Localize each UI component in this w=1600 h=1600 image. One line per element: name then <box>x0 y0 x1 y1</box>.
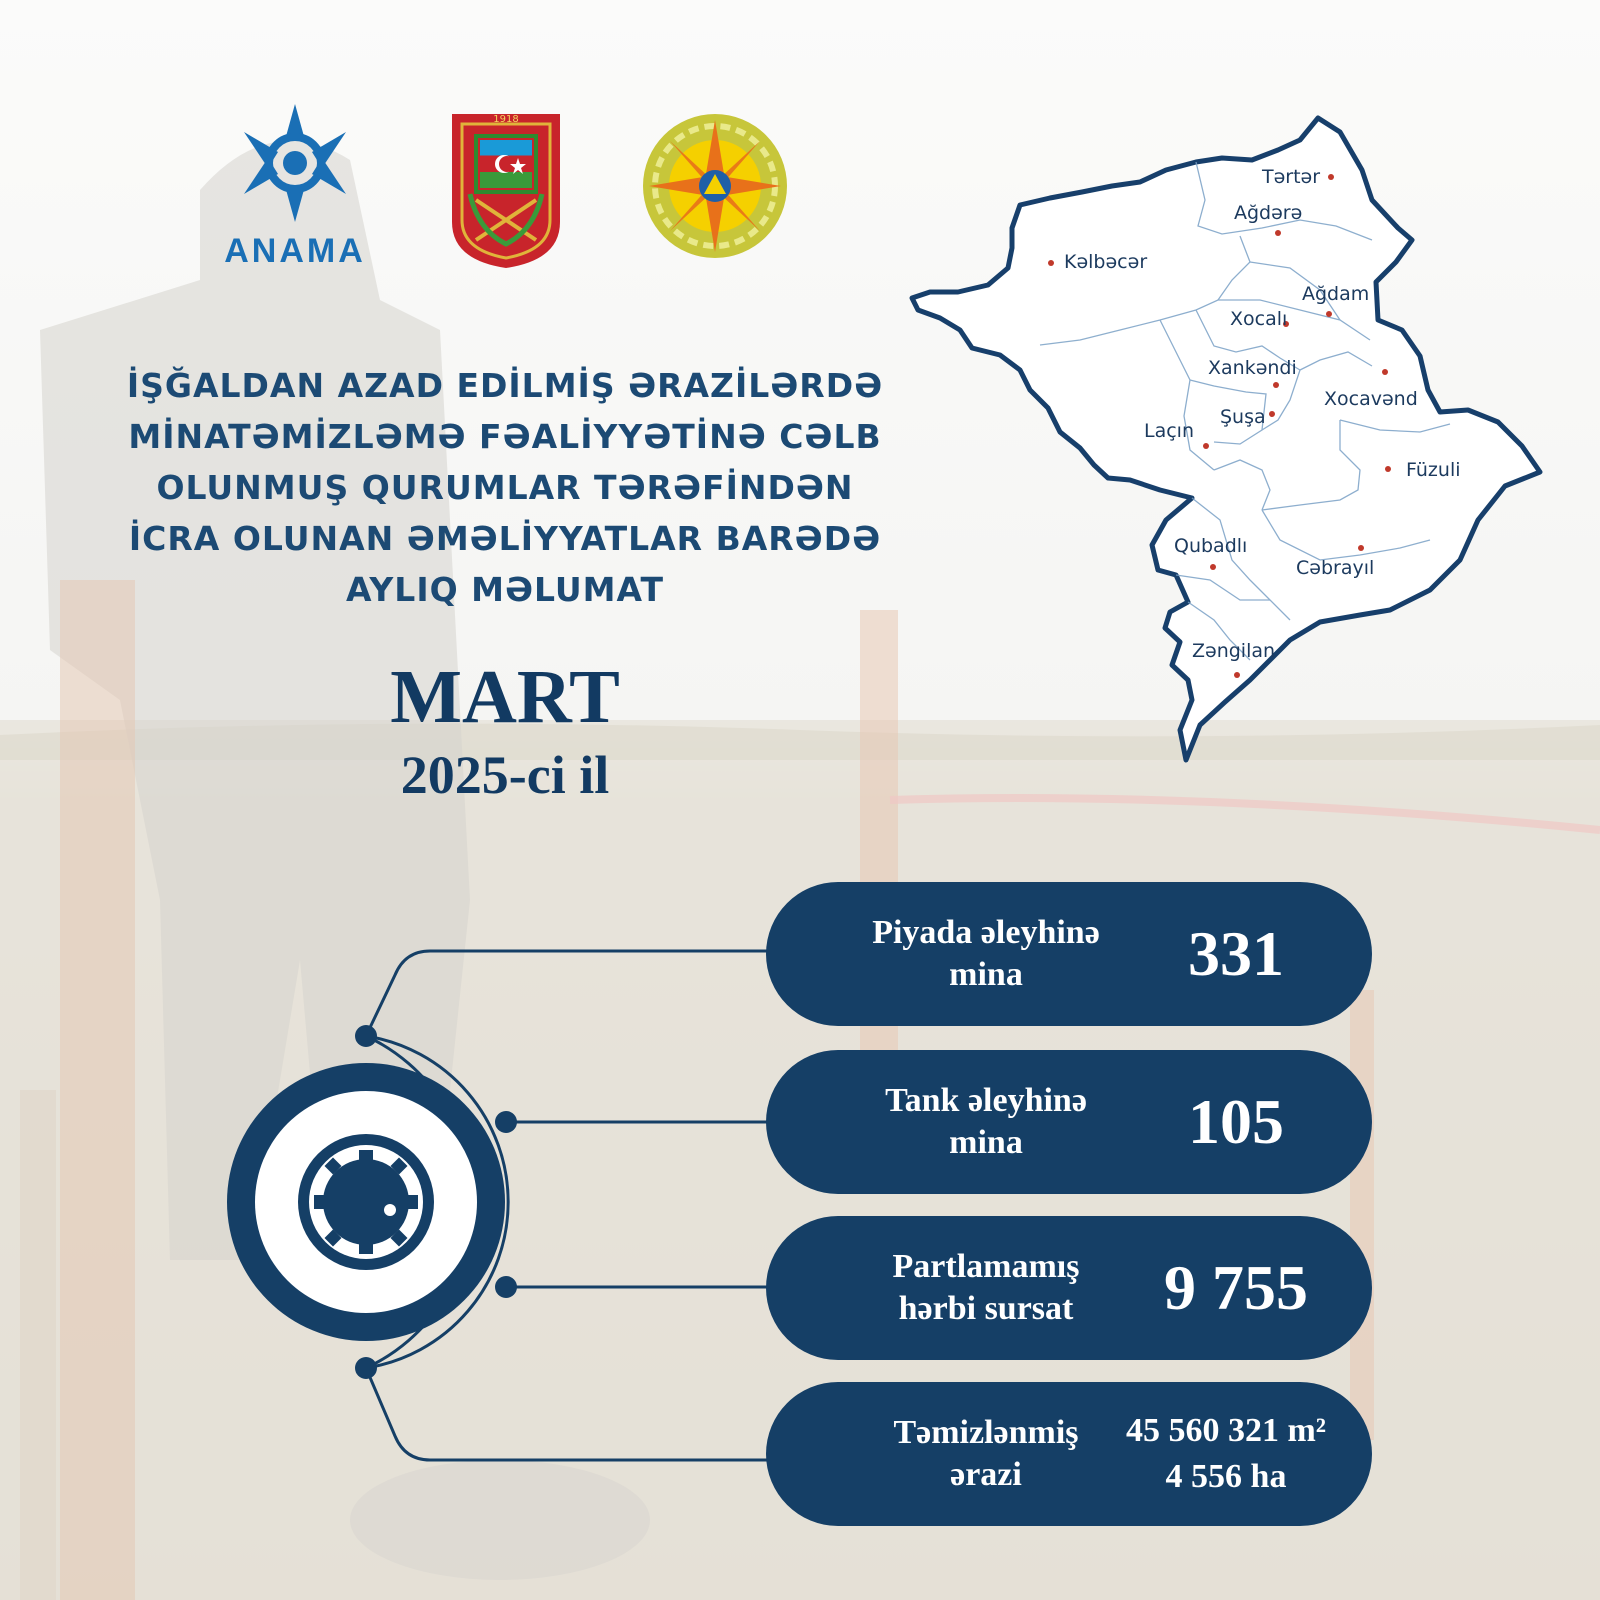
stat-label-line: mina <box>949 956 1023 993</box>
landmine-icon <box>227 1063 505 1341</box>
map-label-agdere: Ağdərə <box>1234 202 1303 224</box>
stat-value-sqm: 45 560 321 m² <box>1125 1412 1326 1449</box>
map-label-terter: Tərtər <box>1262 166 1321 188</box>
map-label-kelbecer: Kəlbəcər <box>1064 251 1148 273</box>
stat-card-antitank-mines <box>766 1050 1372 1194</box>
stat-value-ha: 4 556 ha <box>1165 1458 1287 1495</box>
stat-label-line: hərbi sursat <box>898 1290 1074 1327</box>
report-month: MART <box>390 655 620 739</box>
stat-value: 105 <box>1188 1086 1284 1157</box>
title-line: İŞĞALDAN AZAD EDİLMİŞ ƏRAZİLƏRDƏ <box>126 366 884 405</box>
stat-value: 9 755 <box>1164 1252 1308 1323</box>
stat-label-line: ərazi <box>950 1456 1022 1493</box>
map-label-zengilan: Zəngilan <box>1192 640 1276 662</box>
map-label-qubadli: Qubadlı <box>1174 535 1248 557</box>
map-label-fuzuli: Füzuli <box>1406 459 1461 481</box>
stat-value <box>1076 1408 1376 1500</box>
title-line: OLUNMUŞ QURUMLAR TƏRƏFİNDƏN <box>156 468 854 507</box>
connector-line-4 <box>366 1368 768 1460</box>
map-label-agdam: Ağdam <box>1302 283 1370 305</box>
title-line: MİNATƏMİZLƏMƏ FƏALİYYƏTİNƏ CƏLB <box>128 417 882 456</box>
ministry-year-text: 1918 <box>493 114 519 125</box>
stat-label-line: Tank əleyhinə <box>885 1082 1087 1119</box>
report-year: 2025-ci il <box>400 745 610 805</box>
stat-value: 331 <box>1188 918 1284 989</box>
stat-card-unexploded-ordnance <box>766 1216 1372 1360</box>
map-label-xocavend: Xocavənd <box>1324 388 1418 410</box>
map-label-susa: Şuşa <box>1220 406 1266 428</box>
stat-card-cleared-area <box>766 1382 1372 1526</box>
title-line: AYLIQ MƏLUMAT <box>346 570 664 609</box>
stat-label-line: Partlamamış <box>892 1248 1080 1285</box>
stat-label-line: Piyada əleyhinə <box>872 914 1100 951</box>
map-label-xocali: Xocalı <box>1230 308 1288 330</box>
anama-logo-text: ANAMA <box>224 232 366 270</box>
connector-line-1 <box>366 951 768 1036</box>
stat-label-line: Təmizlənmiş <box>893 1414 1079 1451</box>
title-line: İCRA OLUNAN ƏMƏLİYYATLAR BARƏDƏ <box>128 519 882 558</box>
stat-label-line: mina <box>949 1124 1023 1161</box>
stat-card-antipersonnel-mines <box>766 882 1372 1026</box>
map-label-lacin: Laçın <box>1144 420 1194 442</box>
map-label-xankendi: Xankəndi <box>1208 357 1297 379</box>
map-label-cebrayil: Cəbrayıl <box>1296 557 1375 579</box>
